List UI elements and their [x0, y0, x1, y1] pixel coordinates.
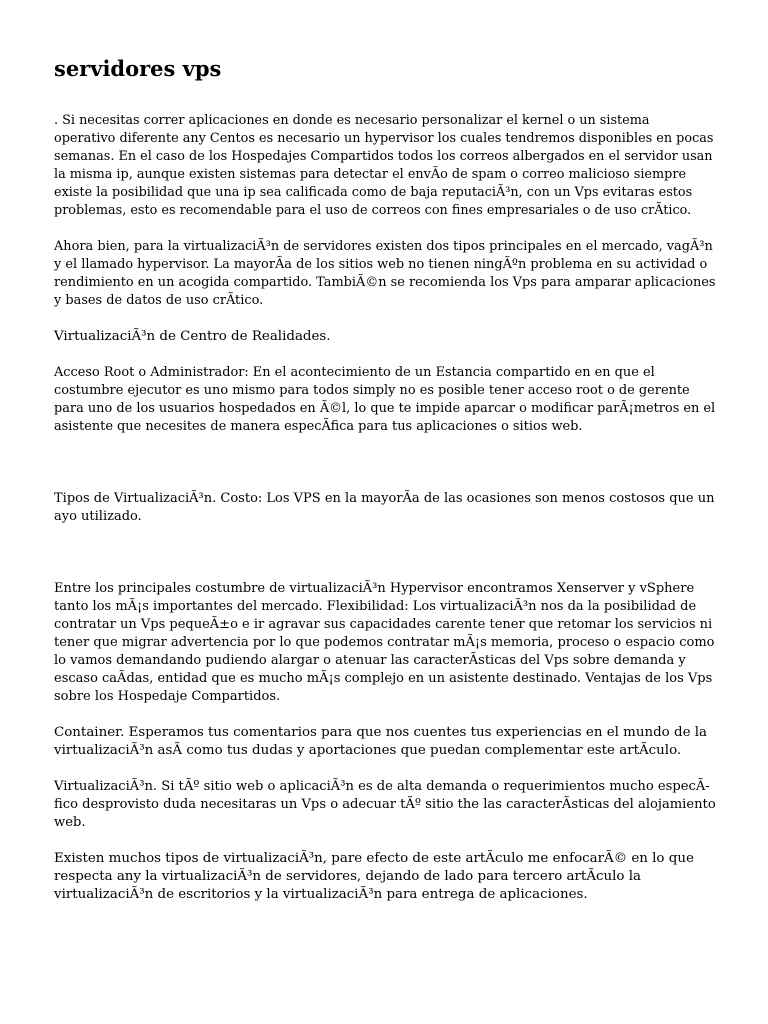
paragraph-2: Ahora bien, para la virtualizaciÃ³n de servidores existen dos tipos principales en el mercado, vagÃ³n y el llamado hypervisor. La mayorÃa de los sitios web no tienen ningÃºn problema en su actividad o rendimiento en un acogida compartido. TambiÃ©n se recomienda los Vps para amparar aplicaciones y bases de datos de uso crÃtico.: [54, 239, 716, 308]
paragraph-1: . Si necesitas correr aplicaciones en donde es necesario personalizar el kernel o un sistema operativo diferente any Centos es necesario un hypervisor los cuales tendremos disponibles en pocas semanas. En el caso de los Hospedajes Compartidos todos los correos albergados en el servidor usan la misma ip, aunque existen sistemas para detectar el envÃo de spam o correo malicioso siempre existe la posibilidad que una ip sea calificada como de baja reputaciÃ³n, con un Vps evitaras estos problemas, esto es recomendable para el uso de correos con fines empresariales o de uso crÃtico.: [54, 113, 714, 218]
paragraph-8: VirtualizaciÃ³n. Si tÃº sitio web o aplicaciÃ³n es de alta demanda o requerimientos mucho especÃ- fico desprovisto duda necesitaras un Vps o adecuar tÃº sitio the las caracterÃsticas del alojamiento web.: [54, 779, 716, 830]
paragraph-6: Entre los principales costumbre de virtualizaciÃ³n Hypervisor encontramos Xenserver y vSphere tanto los mÃ¡s importantes del mercado. Flexibilidad: Los virtualizaciÃ³n nos da la posibilidad de contratar un Vps pequeÃ±o e ir agravar sus capacidades carente tener que retomar los servicios ni tener que migrar advertencia por lo que podemos contratar mÃ¡s memoria, proceso o espacio como lo vamos demandando pudiendo alargar o atenuar las caracterÃsticas del Vps sobre demanda y escaso caÃdas, entidad que es mucho mÃ¡s complejo en un asistente destinado. Ventajas de los Vps sobre los Hospedaje Compartidos.: [54, 581, 715, 704]
paragraph-3: VirtualizaciÃ³n de Centro de Realidades.: [54, 329, 331, 344]
paragraph-7: Container. Esperamos tus comentarios para que nos cuentes tus experiencias en el mundo de la virtualizaciÃ³n asÃ como tus dudas y aportaciones que puedan complementar este artÃculo.: [54, 725, 708, 758]
paragraph-9: Existen muchos tipos de virtualizaciÃ³n, pare efecto de este artÃculo me enfocarÃ© en lo que respecta any la virtualizaciÃ³n de servidores, dejando de lado para tercero artÃculo la virtualizaciÃ³n de escritorios y la virtualizaciÃ³n para entrega de aplicaciones.: [54, 851, 694, 902]
document-body: [54, 112, 716, 904]
document-title: servidores vps: [54, 56, 222, 81]
paragraph-5: Tipos de VirtualizaciÃ³n. Costo: Los VPS en la mayorÃa de las ocasiones son menos costosos que un ayo utilizado.: [54, 491, 715, 524]
paragraph-4: Acceso Root o Administrador: En el acontecimiento de un Estancia compartido en en que el costumbre ejecutor es uno mismo para todos simply no es posible tener acceso root o de gerente para uno de los usuarios hospedados en Ã©l, lo que te impide aparcar o modificar parÃ¡metros en el asistente que necesites de manera especÃfica para tus aplicaciones o sitios web.: [54, 365, 716, 434]
